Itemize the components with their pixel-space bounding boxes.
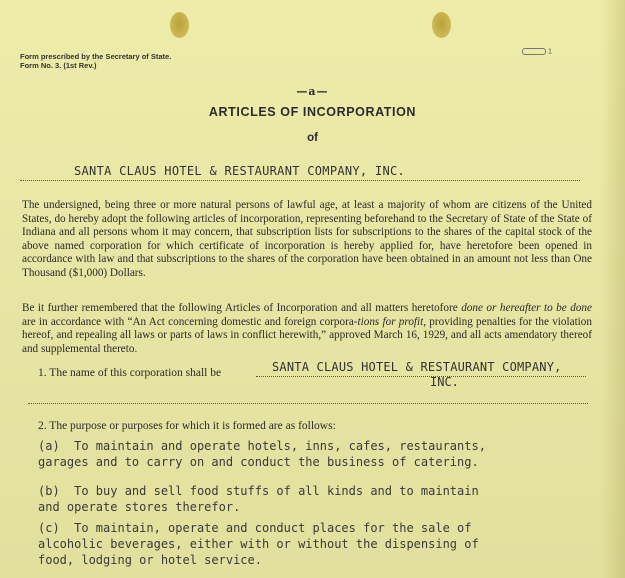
purpose-b: (b) To buy and sell food stuffs of all kinds and to maintain and operate stores therefor. — [38, 484, 479, 514]
company-name: SANTA CLAUS HOTEL & RESTAURANT COMPANY, INC. — [74, 164, 406, 178]
paragraph2-part1: Be it further remembered that the following Articles of Incorporation and all matters heretofore — [22, 302, 462, 314]
document-title: ARTICLES OF INCORPORATION — [208, 105, 417, 119]
form-note-line1: Form prescribed by the Secretary of State. — [20, 52, 172, 61]
item1-corporation-name: SANTA CLAUS HOTEL & RESTAURANT COMPANY, — [272, 360, 562, 374]
punch-hole-right — [432, 12, 451, 38]
item1-blank-line — [28, 403, 588, 404]
item1-name-line — [256, 376, 586, 377]
paragraph2-italic2: tions for profit — [357, 315, 424, 328]
sequence-label: —a— — [296, 85, 329, 98]
paragraph2-italic1: done or hereafter to be done — [461, 302, 592, 314]
paragraph-representation: The undersigned, being three or more natural persons of lawful age, at least a majority of whom are citizens of the United States, do hereby adopt the following articles of incorporation, representing beforehand to the Secretary of State of the State of Indiana and all persons whom it may concern, that subscription lists for subscriptions to the shares of the capital stock of the above named corporation for which certificate of incorporation is hereby applied for, have heretofore been opened in accordance with law and that subscriptions to the shares of the corporation have been obtained in an amount not less than One Thousand ($1,000) Dollars. — [22, 199, 592, 279]
union-label — [522, 48, 552, 55]
purpose-a: (a) To maintain and operate hotels, inns, cafes, restaurants, garages and to carry on and conduct the business of catering. — [38, 439, 486, 469]
company-name-line — [20, 180, 580, 181]
punch-hole-left — [170, 12, 189, 38]
item1-corporation-name-cont: INC. — [430, 375, 459, 389]
paragraph-remembered — [22, 302, 592, 356]
form-note — [20, 52, 171, 70]
item1-label: 1. The name of this corporation shall be — [38, 367, 222, 379]
paragraph2-part3: , providing penalties for the violation hereof, and repealing all laws or parts of laws in conflict herewith,” approved March 16, 1929, and all acts amendatory thereof and supplemental thereto. — [22, 315, 592, 355]
paragraph2-part2: are in accordance with “An Act concerning domestic and foreign corpora- — [22, 315, 358, 328]
union-bug-icon — [522, 48, 546, 55]
union-number: 1 — [547, 48, 552, 56]
item2-label: 2. The purpose or purposes for which it is formed are as follows: — [38, 420, 336, 432]
purpose-c: (c) To maintain, operate and conduct places for the sale of alcoholic beverages, either with or without the dispensing of food, lodging or hotel service. — [38, 521, 479, 567]
form-note-line2: Form No. 3. (1st Rev.) — [20, 61, 97, 70]
of-label: of — [307, 132, 318, 144]
